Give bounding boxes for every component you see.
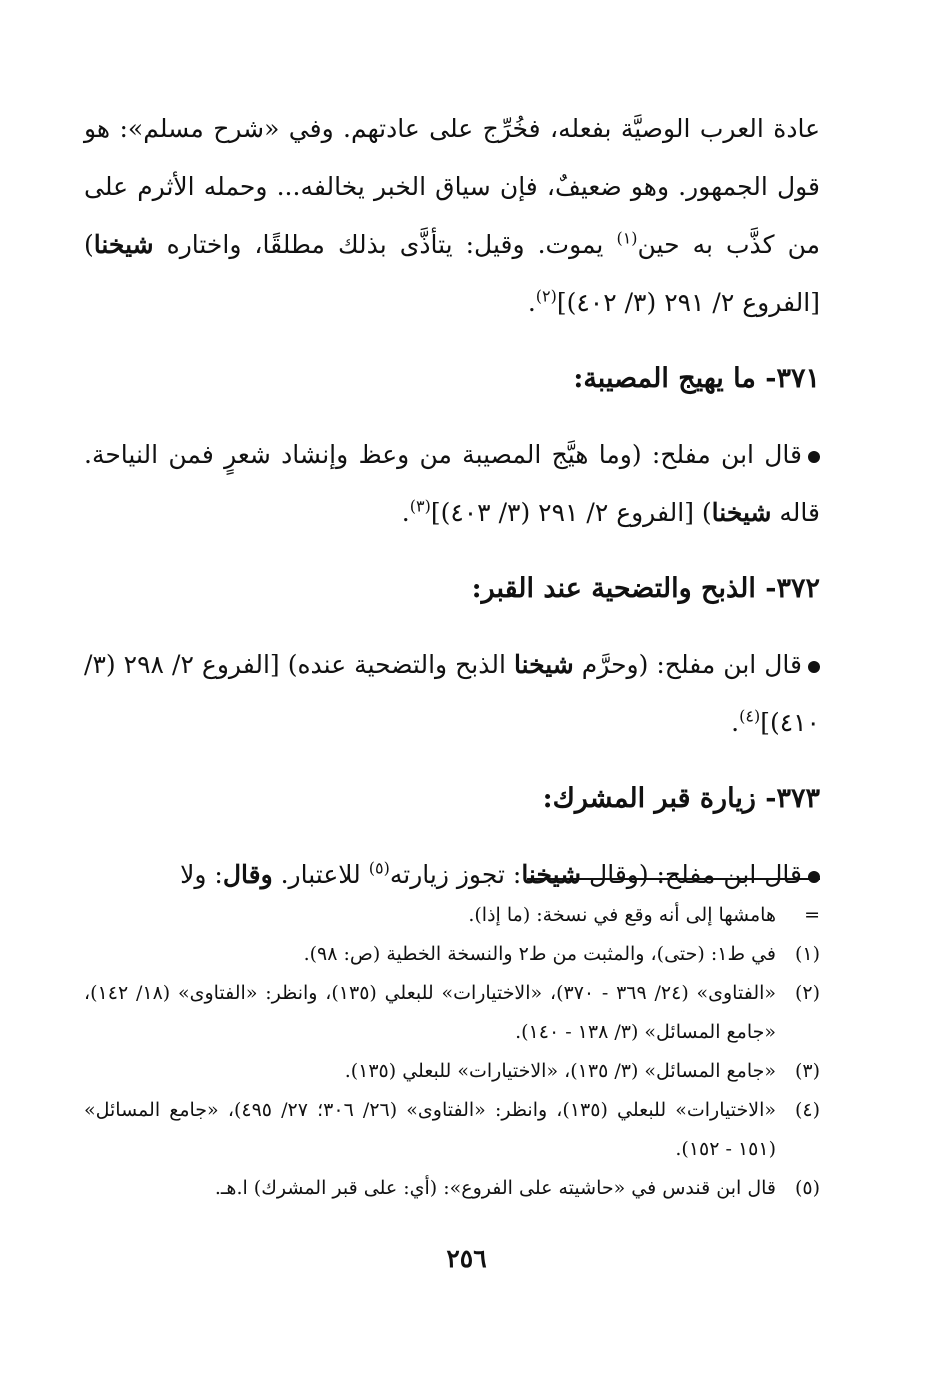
citation: ) [الفروع ٢/ ٢٩١ (٣/ ٤٠٣)] (430, 498, 712, 527)
bold-text: وقال (222, 860, 273, 889)
section-heading-372: ٣٧٢- الذبح والتضحية عند القبر: (471, 573, 820, 604)
footnote-mark: (٤) (794, 1099, 820, 1121)
paragraph-continuation (84, 100, 820, 332)
bold-text: شيخنا (93, 230, 154, 259)
bold-text: شيخنا (711, 498, 772, 527)
bold-text: شيخنا (513, 650, 574, 679)
footnote-4 (84, 1091, 820, 1169)
bullet-icon (808, 451, 820, 463)
text-run: . (401, 498, 410, 527)
footnote-text: في ط١: (حتى)، والمثبت من ط٢ والنسخة الخطية (ص: ٩٨). (303, 943, 776, 965)
footnote-mark: (٣) (794, 1060, 820, 1082)
footnote-ref[interactable]: (٢) (535, 286, 557, 306)
footnote-2 (84, 974, 820, 1052)
footnote-text: قال ابن قندس في «حاشيته على الفروع»: (أي: على قبر المشرك) ا.هـ. (214, 1177, 776, 1199)
text-run: . (527, 288, 536, 317)
footnote-ref[interactable]: (١) (616, 228, 638, 248)
footnote-text: «الفتاوى» (٢٤/ ٣٦٩ - ٣٧٠)، «الاختيارات» للبعلي (١٣٥)، وانظر: «الفتاوى» (١٨/ ١٤٢)، «جامع المسائل» (٣/ ١٣٨ - ١٤٠). (84, 982, 777, 1043)
text-run: عادة العرب الوصيَّة بفعله، فخُرِّج على عادتهم. وفي «شرح مسلم»: هو قول الجمهور. وهو ضعيفٌ، فإن سياق الخبر يخالفه... وحمله الأثرم على من كذَّب به حين (84, 114, 821, 259)
footnote-continuation (84, 896, 820, 935)
text-run: قال ابن مفلح: (وحرَّم (573, 650, 802, 679)
section-heading-371: ٣٧١- ما يهيج المصيبة: (573, 363, 820, 394)
text-run: قال ابن مفلح: (وقال (581, 860, 802, 889)
text-run: . (731, 708, 740, 737)
bullet-icon (808, 871, 820, 883)
footnote-divider (527, 878, 820, 880)
footnote-3 (84, 1052, 820, 1091)
main-text (84, 100, 820, 922)
footnote-text: هامشها إلى أنه وقع في نسخة: (ما إذا). (468, 904, 776, 926)
footnote-text: «جامع المسائل» (٣/ ١٣٥)، «الاختيارات» للبعلي (١٣٥). (344, 1060, 776, 1082)
footnote-mark: (٥) (794, 1177, 820, 1199)
citation: الذبح والتضحية عنده) [الفروع ٢/ ٢٩٨ (٣/ ٤١٠)] (84, 650, 820, 737)
text-run: : ولا (180, 860, 223, 889)
footnote-mark: (١) (794, 943, 820, 965)
footnote-5 (84, 1169, 820, 1208)
citation: ) [الفروع ٢/ ٢٩١ (٣/ ٤٠٢)] (84, 230, 820, 317)
paragraph-372 (84, 636, 820, 752)
text-run: للاعتبار. (272, 860, 369, 889)
bullet-icon (808, 661, 820, 673)
footnote-mark: = (804, 904, 820, 926)
text-run: قال ابن مفلح: (وما هيَّج المصيبة من وعظ وإنشاد شعرٍ فمن النياحة. قاله (84, 440, 820, 527)
footnote-ref[interactable]: (٣) (409, 496, 431, 516)
page-number: ٢٥٦ (446, 1244, 487, 1273)
section-heading-373: ٣٧٣- زيارة قبر المشرك: (542, 783, 820, 814)
footnote-text: «الاختيارات» للبعلي (١٣٥)، وانظر: «الفتاوى» (٢٦/ ٣٠٦؛ ٢٧/ ٤٩٥)، «جامع المسائل» (١٥١ - ١٥٢). (84, 1099, 776, 1160)
footnote-ref[interactable]: (٤) (739, 706, 761, 726)
footnote-mark: (٢) (794, 982, 820, 1004)
text-run: : تجوز زيارته (389, 860, 522, 889)
text-run: يموت. وقيل: يتأذَّى بذلك مطلقًا، واختاره (153, 230, 617, 259)
footnote-ref[interactable]: (٥) (368, 858, 390, 878)
bold-text: شيخنا (521, 860, 582, 889)
footnotes (84, 896, 820, 1208)
footnote-1 (84, 935, 820, 974)
paragraph-371 (84, 426, 820, 542)
